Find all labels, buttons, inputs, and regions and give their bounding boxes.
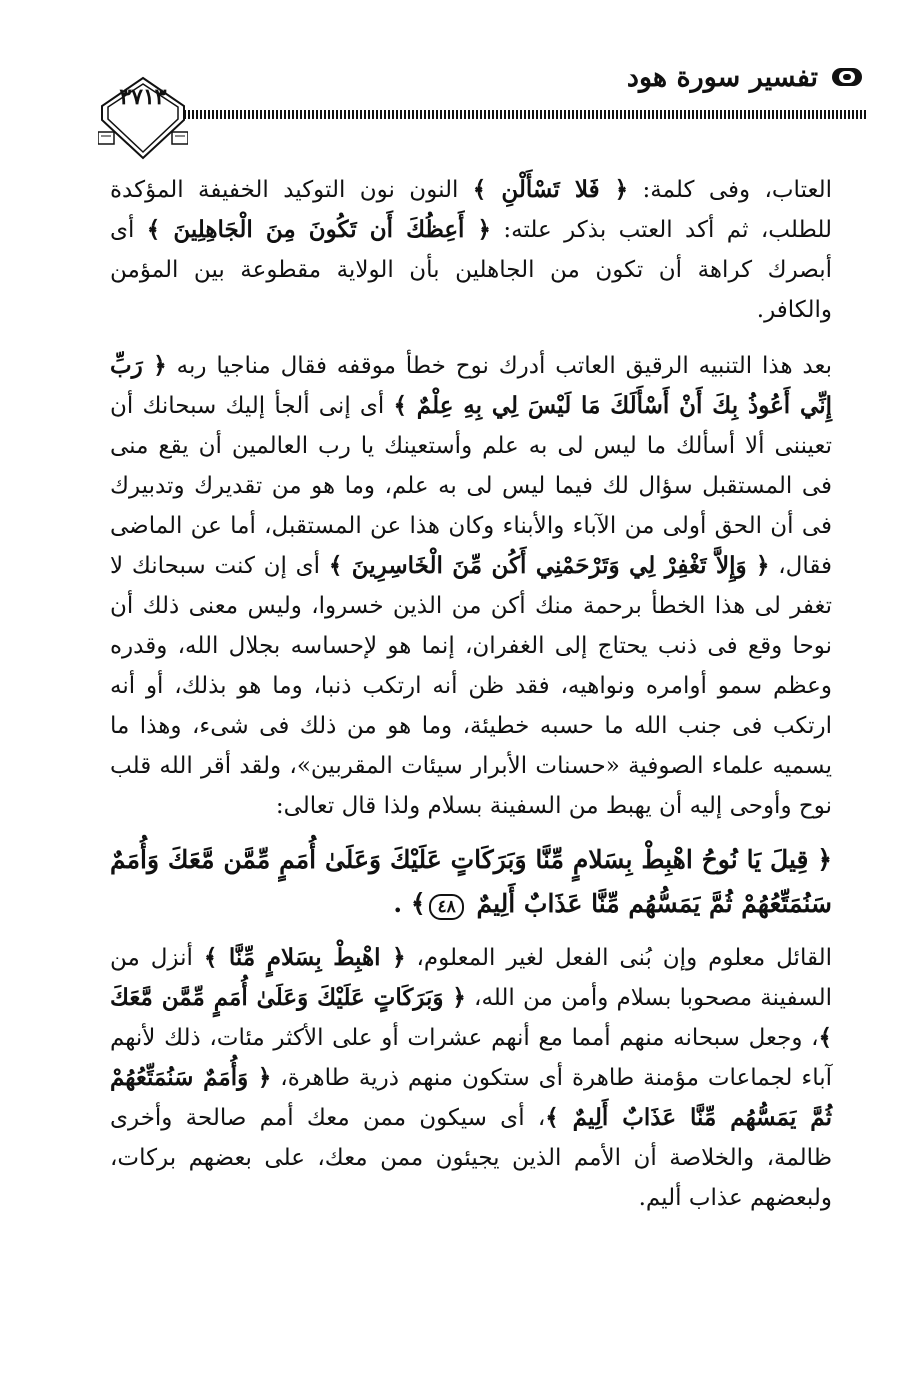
quran-quote: ﴿ أَعِظُكَ أَن تَكُونَ مِنَ الْجَاهِلِينَ ﴾	[146, 216, 491, 243]
quran-quote: ﴿ وَبَرَكَاتٍ عَلَيْكَ وَعَلَىٰ أُمَمٍ مِّمَّن مَّعَكَ ﴾	[110, 984, 832, 1051]
paragraph	[110, 938, 832, 1218]
text-segment: ، أى سيكون ممن معك أمم صالحة وأخرى ظالمة، والخلاصة أن الأمم الذين يجيئون ممن معك، على بعضهم بركات، ولبعضهم عذاب أليم.	[110, 1105, 832, 1211]
text-segment: القائل معلوم وإن بُنى الفعل لغير المعلوم،	[405, 945, 832, 971]
quran-quote: ﴿ اهْبِطْ بِسَلامٍ مِّنَّا ﴾	[203, 944, 406, 971]
ornament-icon	[830, 66, 864, 88]
paragraph	[110, 346, 832, 826]
quran-quote: ﴿ وَأُمَمٌ سَنُمَتِّعُهُمْ ثُمَّ يَمَسُّهُم مِّنَّا عَذَابٌ أَلِيمٌ ﴾	[110, 1064, 832, 1131]
verse-text: ﴿ قِيلَ يَا نُوحُ اهْبِطْ بِسَلامٍ مِّنَّا وَبَرَكَاتٍ عَلَيْكَ وَعَلَىٰ أُمَمٍ مِّمَّن مَّعَكَ وَأُمَمٌ سَنُمَتِّعُهُمْ ثُمَّ يَمَسُّهُم مِّنَّا عَذَابٌ أَلِيمٌ	[110, 845, 832, 918]
quran-quote: ﴿ فَلا تَسْأَلْنِ ﴾	[472, 176, 629, 203]
text-segment: أى إنى ألجأ إليك سبحانك أن تعيننى ألا أسألك ما ليس لى به علم وأستعينك يا رب العالمين أن يقع منى فى المستقبل سؤال لك فيما ليس لى به علم، وما هو من تقديرك وتدبيرك فى أن الحق أولى من الآباء والأبناء وكان هذا عن المستقبل، أما عن الماضى فقال،	[110, 393, 832, 579]
quran-quote: ﴿ رَبِّ إِنِّي أَعُوذُ بِكَ أَنْ أَسْأَلَكَ مَا لَيْسَ لِي بِهِ عِلْمٌ ﴾	[110, 352, 833, 419]
page-number: ٣٧١٣	[119, 84, 167, 110]
text-segment: العتاب، وفى كلمة:	[628, 177, 833, 203]
verse-closing: ﴾ .	[393, 889, 426, 918]
text-segment: أنزل من السفينة مصحوبا بسلام وأمن من الله،	[110, 945, 832, 1011]
text-segment: أى أبصرك كراهة أن تكون من الجاهلين بأن الولاية مقطوعة بين المؤمن والكافر.	[110, 217, 832, 323]
text-segment: بعد هذا التنبيه الرقيق العاتب أدرك نوح خطأ موقفه فقال مناجيا ربه	[166, 353, 832, 379]
ayah-number: ٤٨	[429, 894, 463, 920]
text-segment: النون نون التوكيد الخفيفة المؤكدة للطلب، ثم أكد العتب بذكر علته:	[110, 177, 832, 243]
text-segment: أى إن كنت سبحانك لا تغفر لى هذا الخطأ برحمة منك أكن من الذين خسروا، وليس معنى ذلك أن نوحا وقع فى ذنب يحتاج إلى الغفران، إنما هو لإحساسه بجلال الله، وقدره وعظم سمو أوامره ونواهيه، فقد ظن أنه ارتكب ذنبا، وما هو بذلك، أو أنه ارتكب فى جنب الله ما حسبه خطيئة، وما هو من ذلك فى شىء، وهذا ما يسميه علماء الصوفية «حسنات الأبرار سيئات المقربين»، ولقد أقر الله قلب نوح وأوحى إليه أن يهبط من السفينة بسلام ولذا قال تعالى:	[110, 553, 832, 819]
chapter-title: تفسير سورة هود	[626, 62, 818, 93]
quran-quote: ﴿ وَإِلاَّ تَغْفِرْ لِي وَتَرْحَمْنِي أَكُن مِّنَ الْخَاسِرِينَ ﴾	[328, 552, 770, 579]
quran-verse	[110, 838, 832, 926]
header-rule	[180, 110, 868, 119]
text-segment: ، وجعل سبحانه منهم أمما مع أنهم عشرات أو على الأكثر مئات، ذلك لأنهم آباء لجماعات مؤمنة طاهرة أى ستكون منهم ذرية طاهرة،	[110, 1025, 832, 1091]
page-header	[98, 58, 868, 158]
paragraph	[110, 170, 832, 330]
body-text	[110, 170, 832, 1218]
